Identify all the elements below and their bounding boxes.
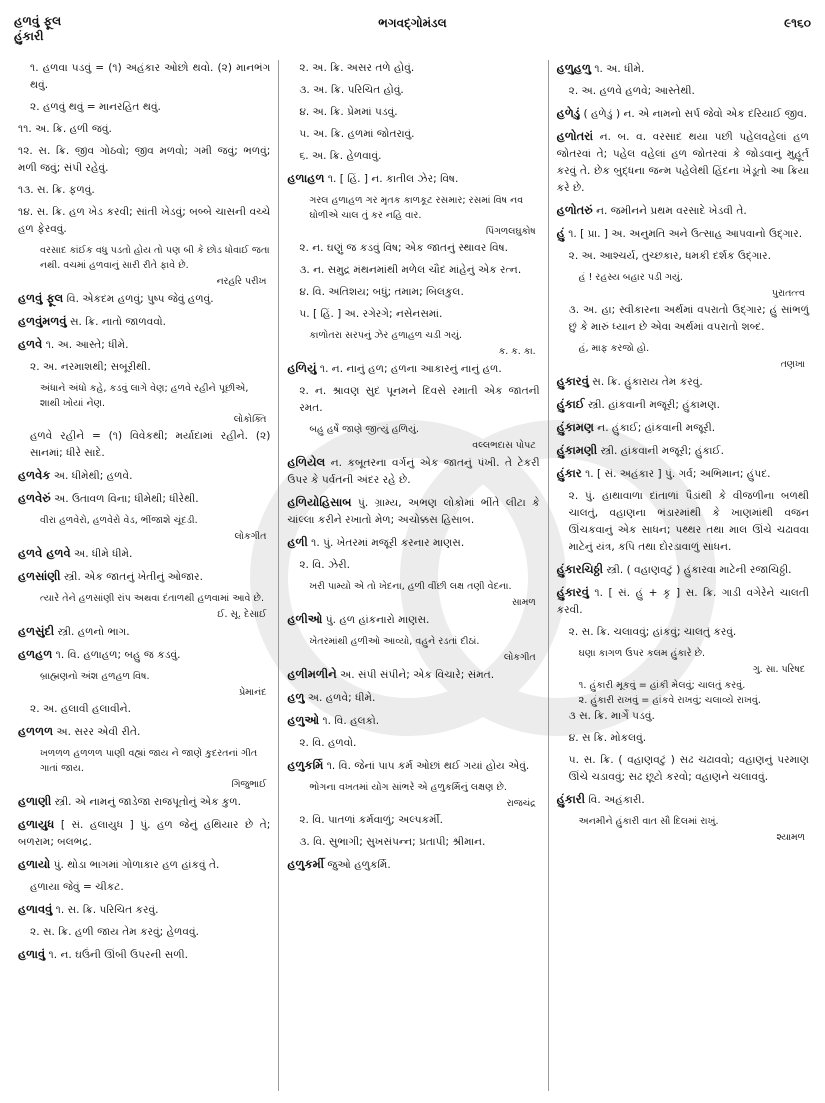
headword: હળાવવું xyxy=(18,902,53,916)
dictionary-entry xyxy=(18,336,270,354)
sense-definition: ૩. અ. ક્રિ. પરિચિત હોવું. xyxy=(299,84,404,96)
dictionary-entry xyxy=(557,791,809,809)
definition: ન. હુંકાઈ; હાંકવાની મજૂરી. xyxy=(597,422,716,434)
definition: ૧. [ હિં. ] ન. કાતીલ ઝેર; વિષ. xyxy=(327,173,459,185)
citation-source: પ્રેમાનંદ xyxy=(239,687,267,698)
example-quote: અંધાને અંધો કહે, કડવું લાગે વેણ; હળવે રહીને પૂછીએ, શાથી ખોયાં નેણ. xyxy=(40,383,249,409)
sense-definition: ૫. અ. ક્રિ. હળમાં જોતરાવું. xyxy=(299,128,415,140)
definition: સ્ત્રી. ( વહાણવટું ) હુંકારવા માટેની રજાચિઠ્ઠી. xyxy=(606,564,792,576)
headword: હળાણી xyxy=(18,794,52,808)
headword: હળિયેલ xyxy=(287,455,326,469)
headword: હળવુંમળવું xyxy=(18,314,67,328)
example-quote: ખળળળ હળળળ પાણી વહ્યાં જાય ને જાણે કુદરતનાં ગીત ગાતાં જાય. xyxy=(40,748,258,774)
definition: સ્ત્રી. હળનો ભાગ. xyxy=(57,626,130,638)
headword: હુંકાર xyxy=(556,466,582,480)
example-quote: વરસાદ કાંઈક વધુ પડતો હોય તો પણ બી કે છોડ ધોવાઈ જતા નથી. વચમાં હળવાનું સારી રીતે ફાવે છે. xyxy=(40,245,270,271)
column-middle xyxy=(278,60,548,1091)
citation-source: નરહરિ પરીખ xyxy=(216,276,267,287)
sense-definition: ૩. વિ. સુભાગી; સુખસંપન્ન; પ્રતાપી; શ્રીમાન. xyxy=(299,836,486,848)
headword: હળીઓ xyxy=(287,612,323,626)
definition: ૧. [ પ્રા. ] અ. અનુમતિ અને ઉત્સાહ આપવાનો ઉદ્ગાર. xyxy=(568,228,803,240)
definition: અ. ઉતાવળ વિના; ધીમેથી; ધીરેથી. xyxy=(54,493,199,505)
headword: હળિયોહિસાબ xyxy=(287,495,352,509)
sense-definition: ૪. સ ક્રિ. મોકલવું. xyxy=(568,732,647,744)
sense-definition: ૨. સ. ક્રિ. ચલાવવું; હાંકવું; ચાલતું કરવું. xyxy=(568,626,737,638)
headword: હળુહળુ xyxy=(556,61,591,75)
dictionary-entry xyxy=(557,465,809,483)
dictionary-entry xyxy=(18,143,270,177)
definition: અ. હળવે; ધીમે. xyxy=(307,692,376,704)
dictionary-entry xyxy=(557,373,809,391)
sense-definition: ૩. ન. સમુદ્ર મંથનમાંથી મળેલ ચૌદ માંહેનું એક રત્ન. xyxy=(299,264,522,276)
citation-source: ગિજુભાઈ xyxy=(231,779,267,790)
dictionary-entry xyxy=(18,793,270,811)
dictionary-entry xyxy=(287,360,539,378)
headword: હુકારવું xyxy=(556,374,589,388)
sense-definition: ૨. ન. ઘણું જ કડવું વિષ; એક જાતનું સ્થાવર વિષ. xyxy=(299,242,509,254)
dictionary-entry xyxy=(557,202,809,220)
column-left xyxy=(10,60,278,1091)
sense-definition: ૫. સ. ક્રિ. ( વહાણવટું ) સઢ ચઢાવવો; વહાણનું પરમાણ ઊંચે ચડાવવું; સઢ છૂટો કરવો; વહાણને ચલાવવું. xyxy=(568,754,809,783)
sense-definition: ૨. અ. આશ્ચર્ય, તુચ્છકાર, ધમકી દર્શક ઉદ્ગાર. xyxy=(568,250,771,262)
definition: ૧. અ. ધીમે. xyxy=(594,63,645,75)
headword: હુંકામણી xyxy=(556,443,598,457)
dictionary-entry xyxy=(287,454,539,489)
dictionary-entry xyxy=(557,442,809,460)
dictionary-entry xyxy=(18,204,270,238)
headword: હળહળ xyxy=(18,647,53,661)
definition: અ. ધીમેથી; હળવે. xyxy=(53,470,133,482)
headword: હળેડું xyxy=(556,106,581,120)
dictionary-entry xyxy=(18,856,270,874)
dictionary-entry xyxy=(18,646,270,664)
sense-definition: ૨. વિ. ઝેરી. xyxy=(299,559,350,571)
definition: સ્ત્રી. હાંકવાની મજૂરી; હુંકામણ. xyxy=(588,399,720,411)
definition: સ્ત્રી. એક જાતનું ખેતીનું ઓજાર. xyxy=(63,571,204,583)
dictionary-entry xyxy=(287,534,539,552)
sense-definition: હળાયા જેવું = ચીકટ. xyxy=(30,881,124,893)
example-quote: વીરા હળવેરો, હળવેરો વેડ, ભીંજાશે ચૂંદડી. xyxy=(40,515,198,526)
example-quote: ત્યારે તેને હળસાંણી રાંપ અથવા દંતાળથી હળવામાં આવે છે. xyxy=(40,593,265,604)
sense-definition: ૪. વિ. અતિશય; બધું; તમામ; બિલકુલ. xyxy=(299,286,464,298)
sense-definition: ૧. હળવા પડવું = (૧) અહંકાર ઓછો થવો. (૨) માનભંગ થવું. xyxy=(30,62,271,91)
dictionary-entry xyxy=(18,121,270,138)
definition: [ સં. હલાયુધ ] પું. હળ જેનું હથિયાર છે તે; બળરામ; બલભદ્ર. xyxy=(18,819,271,848)
example-quote: અનમીને હુંકારી વાત સૌ દિલમાં રાખું. xyxy=(578,816,719,827)
headword: હળાયુધ xyxy=(18,817,55,831)
example-quote: બ્રાહ્મણનો અંશ હળહળ વિષ. xyxy=(40,671,150,682)
dictionary-entry xyxy=(18,490,270,508)
definition: ૧૪. સ. ક્રિ. હળ ખેડ કરવી; સાંતી ખેડવું; બબ્બે ચાસની વચ્ચે હળ ફેરવવું. xyxy=(18,206,271,235)
citation-source: ક. ક. કા. xyxy=(498,346,536,357)
definition: ૧૩. સ. ક્રિ. ફળવું. xyxy=(18,184,95,196)
sense-definition: ૨. અ. ક્રિ. અસર તળે હોવું. xyxy=(299,62,415,74)
sense-definition: ૨. અ. હળવે હળવે; આસ્તેથી. xyxy=(568,85,695,97)
dictionary-entry xyxy=(287,611,539,629)
definition: પું. હળ હાંકનારો માણસ. xyxy=(325,614,430,626)
guide-word-first: હળવું ફૂલ xyxy=(14,14,62,28)
definition: અ. સંપી સંપીને; એક વિચારે; સંમત. xyxy=(340,669,495,681)
dictionary-entry xyxy=(18,182,270,199)
definition: ૧. ન. ઘઉંની ઊંબી ઉપરની સળી. xyxy=(48,949,189,961)
example-quote: ગરલ હળાહળ ગર મૃતક કાળકૂટ રસમાર; રસમાં વિષ નવ ઘોળીએ ચાલ તું કર નહિ વાર. xyxy=(309,195,524,221)
headword: હળવેક xyxy=(18,468,51,482)
citation-source: સામળ xyxy=(511,597,536,608)
sense-definition: ૨. સ. ક્રિ. હળી જાય તેમ કરવું; હેળવવું. xyxy=(30,926,199,938)
citation-source: રાજચંદ્ર xyxy=(506,798,536,809)
example-quote: બહુ હર્ષે જાણે જીત્યું હળિયું. xyxy=(309,424,420,435)
sense-definition: ૫. [ હિં. ] અ. રગેરગે; નસેનસમાં. xyxy=(299,308,443,320)
dictionary-entry xyxy=(18,901,270,919)
sense-definition: હળવે રહીને = (૧) વિવેકથી; મર્યાદામાં રહીને. (૨) સાનમાં; ધીરે સાદે. xyxy=(30,430,271,459)
definition: વિ. અહંકારી. xyxy=(588,794,645,806)
definition: અ. સરર એવી રીતે. xyxy=(56,726,141,738)
sense-definition: ૪. અ. ક્રિ. પ્રેમમાં પડવું. xyxy=(299,106,398,118)
dictionary-entry xyxy=(557,561,809,579)
headword: હળવું ફૂલ xyxy=(18,291,64,305)
dictionary-entry xyxy=(557,128,809,197)
dictionary-entry xyxy=(18,623,270,641)
headword: હુંકારચિઠ્ઠી xyxy=(556,562,604,576)
citation-source: પિંગળલઘુકોષ xyxy=(485,226,536,237)
dictionary-entry xyxy=(287,689,539,707)
headword: હુંકારી xyxy=(556,792,586,806)
definition: ૧. વિ. હળાહળ; બહુ જ કડવું. xyxy=(55,649,181,661)
dictionary-entry xyxy=(557,60,809,78)
headword: હળુકર્મી xyxy=(287,857,325,871)
dictionary-entry xyxy=(287,757,539,775)
dictionary-entry xyxy=(18,816,270,851)
citation-source: લોકગીત xyxy=(234,531,267,542)
dictionary-entry xyxy=(287,856,539,874)
headword: હળુકર્મિ xyxy=(287,758,324,772)
headword: હળાહળ xyxy=(287,171,325,185)
sense-definition: ૨. વિ. પાતળાં કર્મવાળું; અલ્પકર્મી. xyxy=(299,814,443,826)
definition: ૧૧. અ. ક્રિ. હળી જવું. xyxy=(18,123,112,135)
citation-source: લોકોક્તિ xyxy=(233,414,267,425)
dictionary-entry xyxy=(557,584,809,619)
headword: હળોતરું xyxy=(556,203,593,217)
definition: જુઓ હળુકર્મિ. xyxy=(327,859,391,871)
headword: હુંકારવું xyxy=(556,585,589,599)
dictionary-columns xyxy=(10,60,817,1091)
definition: ૧. [ સં. હું + કૃ ] સ. ક્રિ. ગાડી વગેરેને ચાલતી કરવી. xyxy=(556,587,809,616)
definition: ૧. વિ. જેનાં પાપ કર્મ ઓછાં થઈ ગયાં હોય એવું. xyxy=(326,760,530,772)
definition: વિ. એકદમ હળવું; પુષ્પ જેવું હળવું. xyxy=(66,293,214,305)
definition: સ્ત્રી. એ નામનું જાડેજા રાજપૂતોનું એક કુળ. xyxy=(54,796,242,808)
definition: પું. ગ્રામ્ય, અભણ લોકોમાં ભીંતે લીટા કે ચાંલ્લા કરીને રખાતો મેળ; અચોક્કસ હિસાબ. xyxy=(287,497,540,526)
dictionary-title: ભગવદ્ગોમંડલ xyxy=(378,16,447,30)
page-header xyxy=(14,14,811,48)
headword: હું xyxy=(556,226,565,240)
definition: ૧૨. સ. ક્રિ. જીવ ગોઠવો; જીવ મળવો; ગમી જવું; ભળવું; મળી જવું; સંપી રહેવું. xyxy=(18,145,271,174)
headword: હળીમળીને xyxy=(287,667,337,681)
dictionary-entry xyxy=(287,494,539,529)
dictionary-entry xyxy=(18,467,270,485)
dictionary-entry xyxy=(18,568,270,586)
example-quote: ભોગના વખતમાં યોગ સાંભરે એ હળુકર્મિનું લક્ષણ છે. xyxy=(309,782,507,793)
dictionary-entry xyxy=(287,666,539,684)
definition: ૧. ન. નાનું હળ; હળના આકારનું નાનું હળ. xyxy=(319,363,502,375)
example-quote: કાળોતરા સરપનું ઝેર હળાહળ ચડી ગયું. xyxy=(309,330,463,341)
definition: ૧. પું. ખેતરમાં મજૂરી કરનાર માણસ. xyxy=(311,537,465,549)
definition: ૧. સ. ક્રિ. પરિચિત કરવું. xyxy=(55,904,159,916)
headword: હળિયું xyxy=(287,361,317,375)
definition: સ. ક્રિ. હુંકારાય તેમ કરવું. xyxy=(592,376,703,388)
definition: ૧. અ. આસ્તે; ધીમે. xyxy=(45,339,129,351)
sense-definition: ૩ સ. ક્રિ. માર્ગે પડવું. xyxy=(568,710,655,722)
headword: હળુઓ xyxy=(287,713,320,727)
definition: ન. કબૂતરના વર્ગનું એક જાતનું પંખી. તે ટેકરી ઉપર કે પર્વતની અંદર રહે છે. xyxy=(287,457,540,486)
dictionary-entry xyxy=(18,313,270,331)
headword: હળસાંણી xyxy=(18,569,61,583)
headword: હળાવું xyxy=(18,947,46,961)
dictionary-entry xyxy=(287,712,539,730)
citation-source: ગુ. સા. પરિષદ xyxy=(752,664,805,675)
dictionary-entry xyxy=(18,545,270,563)
column-right xyxy=(549,60,817,1091)
headword: હળાયો xyxy=(18,857,51,871)
headword: હળી xyxy=(287,535,308,549)
headword: હળળળ xyxy=(18,724,54,738)
headword: હુંકાઈ xyxy=(556,397,585,411)
headword: હળવેરું xyxy=(18,491,51,505)
headword: હળસુંદી xyxy=(18,624,55,638)
dictionary-entry xyxy=(557,105,809,123)
sense-definition: ૨. ન. શ્રાવણ સુદ પૂનમને દિવસે રમાતી એક જાતની રમત. xyxy=(299,385,540,414)
citation-source: લોકગીત xyxy=(503,652,536,663)
citation-source: વલ્લભદાસ પોપટ xyxy=(472,440,536,451)
definition: ૧. વિ. હલકો. xyxy=(322,715,380,727)
dictionary-entry xyxy=(18,290,270,308)
citation-source: તણખા xyxy=(780,359,805,370)
dictionary-entry xyxy=(557,419,809,437)
example-quote: ૨. હુંકારી રાખવું = હાંકવે રાખવું; ચલાવ્યે રાખવું. xyxy=(578,695,761,706)
example-quote: ઘણા કાગળ ઉપર કલમ હુંકારે છે. xyxy=(578,648,706,659)
sense-definition: ૨. અ. હલાવી હલાવીને. xyxy=(30,703,132,715)
example-quote: ખરી પામ્યો એ તો ખેદના, હળી વીંછી લક્ષ તણી વેદના. xyxy=(309,581,512,592)
headword: હળોતરાં xyxy=(556,129,594,143)
example-quote: હં ! રહસ્ય બહાર પડી ગયું. xyxy=(578,272,683,283)
example-quote: ૧. હુંકારી મૂકવું = હાંકી મેલવું; ચાલતું કરવું. xyxy=(578,680,746,691)
citation-source: શ્યામળ xyxy=(776,832,805,843)
dictionary-entry xyxy=(557,396,809,414)
headword: હળવે xyxy=(18,337,43,351)
headword: હળુ xyxy=(287,690,305,704)
page-number: ૯૧૬૦ xyxy=(784,16,811,30)
definition: ન. બ. વ. વરસાદ થયા પછી પહેલવહેલાં હળ જોતરવાં તે; પહેલ વહેલાં હળ જોતરવાં કે જોડવાનું મુહૂર્ત કરવું તે. છેક બુદ્ધના જન્મ પહેલેથી હિંદના ખેડૂતો આ ક્રિયા કરે છે. xyxy=(556,131,809,194)
definition: ( હળેડું ) ન. એ નામનો સર્પ જેવો એક દરિયાઈ જીવ. xyxy=(583,108,808,120)
definition: ન. જમીનને પ્રથમ વરસાદે ખેડવી તે. xyxy=(596,205,747,217)
definition: ૧. [ સં. અહંકાર ] પું. ગર્વ; અભિમાન; હુંપદ. xyxy=(585,468,771,480)
sense-definition: ૬. અ. ક્રિ. હેળવાવું. xyxy=(299,150,382,162)
definition: અ. ધીમે ધીમે. xyxy=(74,548,133,560)
definition: સ્ત્રી. હાંકવાની મજૂરી; હુંકાઈ. xyxy=(600,445,724,457)
sense-definition: ૨. અ. નરમાશથી; સબૂરીથી. xyxy=(30,361,151,373)
headword: હુંકામણ xyxy=(556,420,594,434)
definition: સ. ક્રિ. નાતો જાળવવો. xyxy=(69,316,166,328)
dictionary-entry xyxy=(18,723,270,741)
headword: હળવે હળવે xyxy=(18,546,71,560)
example-quote: હં, માફ કરજો હો. xyxy=(578,343,650,354)
citation-source: પુરાતત્ત્વ xyxy=(771,288,805,299)
example-quote: ખેતરમાંથી હળીઓ આવ્યો, વહુને રડતાં દીઠાં. xyxy=(309,636,480,647)
sense-definition: ૩. અ. હા; સ્વીકારના અર્થમાં વપરાતો ઉદ્ગાર; હું સાંભળું છું કે મારું ધ્યાન છે એવા અર્થમાં વપરાતો શબ્દ. xyxy=(568,304,809,333)
dictionary-entry xyxy=(557,225,809,243)
guide-word-last: હુંકારી xyxy=(14,29,44,43)
sense-definition: ૨. પું. હાથાવાળા દાંતાળાં પૈડાંથી કે વીજળીના બળથી ચાલતું, વહાણના ભંડારમાંથી કે ખાણમાંથી વજન ઊંચકવાનું એક સાધન; પથ્થર તથા માલ ઊંચે ચઢાવવા માટેનું યંત્ર, કપિ તથા દોરડાવાળું સાધન. xyxy=(568,490,809,553)
definition: પું. થોડા ભાગમાં ગોળાકાર હળ હાંકવું તે. xyxy=(53,859,220,871)
sense-definition: ૨. વિ. હળવો. xyxy=(299,737,357,749)
dictionary-entry xyxy=(18,946,270,964)
sense-definition: ૨. હળવું થવું = માનરહિત થવું. xyxy=(30,101,161,113)
dictionary-entry xyxy=(287,170,539,188)
citation-source: ઈ. સૂ. દેસાઈ xyxy=(217,609,267,620)
